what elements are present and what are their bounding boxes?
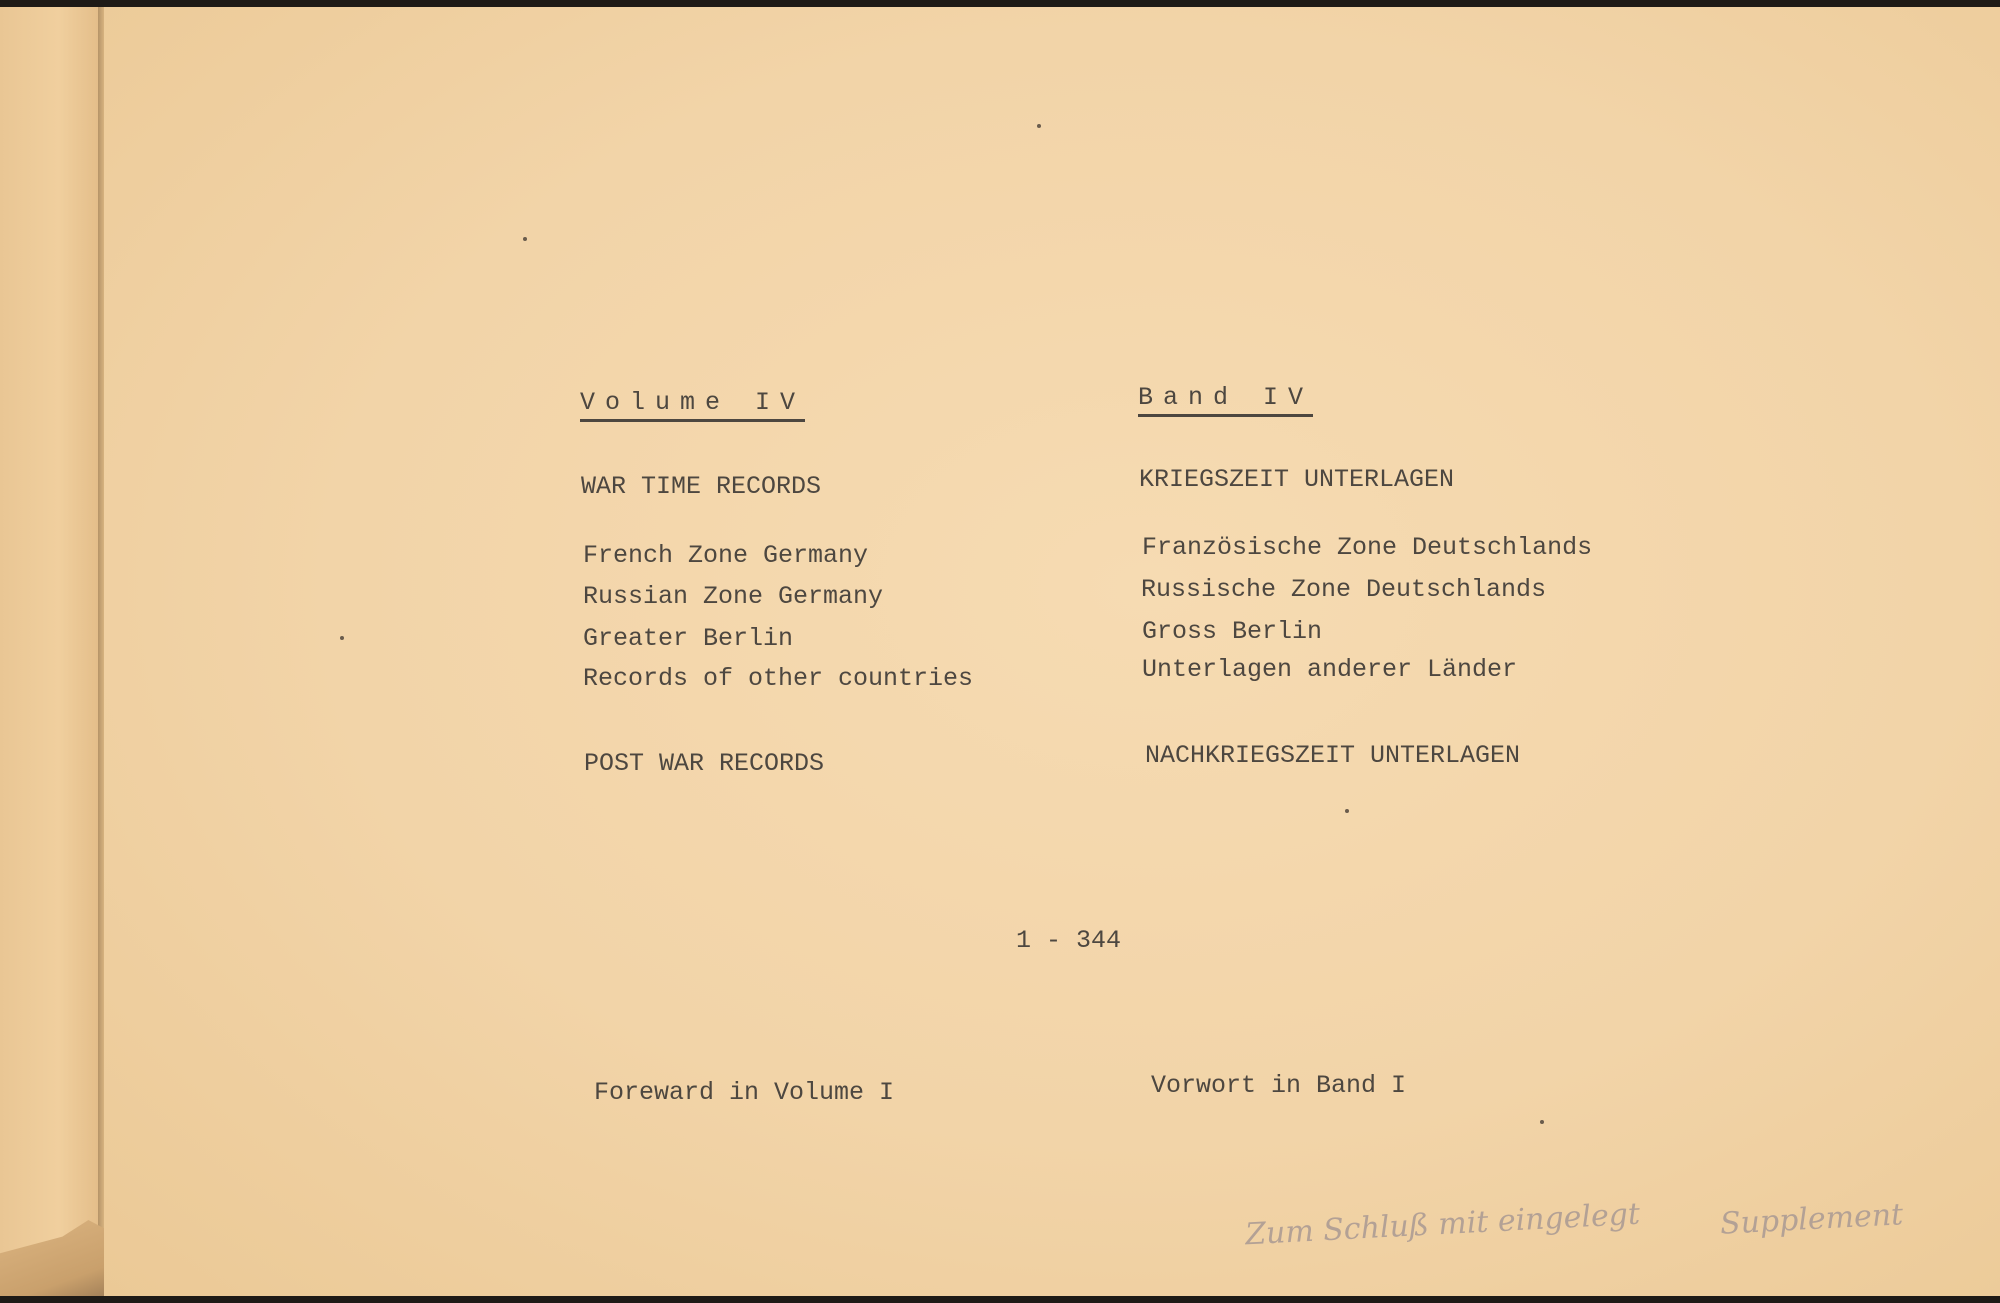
foreword-note-en: Foreward in Volume I [594,1078,895,1107]
paper-speck [523,237,527,241]
list-item-en: Greater Berlin [583,624,794,653]
foreword-note-de: Vorwort in Band I [1151,1071,1407,1100]
page-range: 1 - 344 [1016,926,1122,955]
pencil-note: Zum Schluß mit eingelegt [1244,1196,1641,1253]
band-heading: Band IV [1138,385,1313,417]
war-time-section-de: KRIEGSZEIT UNTERLAGEN [1139,465,1455,494]
list-item-de: Unterlagen anderer Länder [1142,655,1518,684]
pencil-note-supplement: Supplement [1719,1197,1904,1242]
title-sheet [104,7,2000,1296]
top-scan-border [0,0,2000,7]
bottom-scan-border [0,1296,2000,1303]
paper-speck [1540,1120,1544,1124]
post-war-section-de: NACHKRIEGSZEIT UNTERLAGEN [1145,741,1521,770]
list-item-en: Records of other countries [583,664,974,693]
list-item-en: Russian Zone Germany [583,582,884,611]
war-time-section-en: WAR TIME RECORDS [581,472,822,501]
list-item-de: Russische Zone Deutschlands [1141,575,1547,604]
paper-speck [1037,124,1041,128]
post-war-section-en: POST WAR RECORDS [584,749,825,778]
paper-speck [1345,809,1349,813]
list-item-en: French Zone Germany [583,541,869,570]
list-item-de: Französische Zone Deutschlands [1142,533,1593,562]
list-item-de: Gross Berlin [1142,617,1323,646]
volume-heading: Volume IV [580,390,805,422]
left-page-edge [0,0,98,1303]
paper-speck [340,636,344,640]
